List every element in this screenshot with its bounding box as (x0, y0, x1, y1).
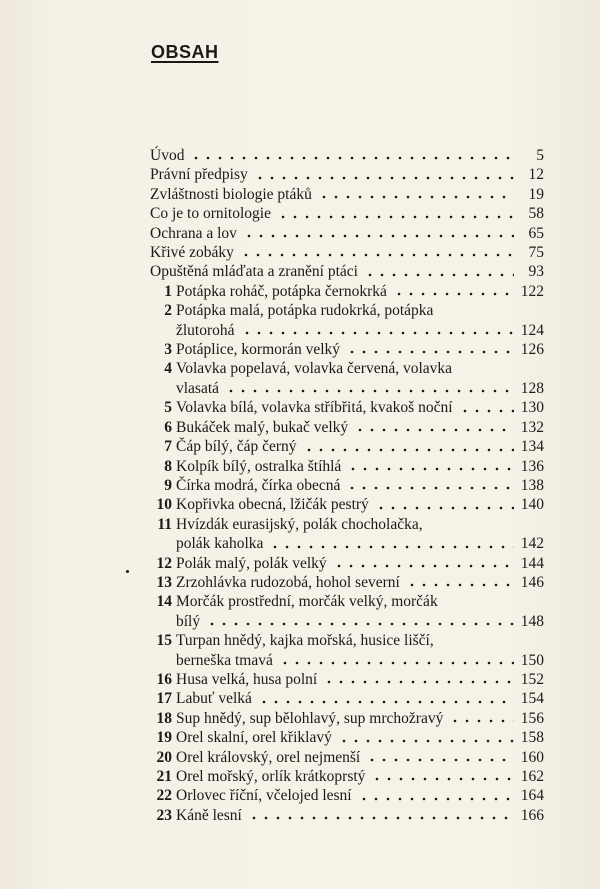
entry-body (176, 476, 544, 495)
dot-leader (354, 426, 514, 434)
entry-body (176, 495, 544, 514)
entry-page-number: 144 (520, 554, 544, 572)
entry-title: Kolpík bílý, ostralka štíhlá (176, 457, 342, 475)
entry-page-number: 126 (520, 341, 544, 359)
dot-leader (206, 620, 514, 628)
entry-number: 8 (164, 457, 172, 475)
dot-leader (254, 174, 514, 182)
entry-body (176, 398, 544, 417)
dot-leader (393, 290, 514, 298)
entry-body (176, 282, 544, 301)
entry-page-number: 65 (528, 224, 544, 242)
entry-page-number: 75 (528, 244, 544, 262)
entry-number: 16 (156, 670, 172, 688)
table-of-contents (150, 146, 544, 825)
entry-page-number: 130 (520, 399, 544, 417)
toc-entry (150, 495, 544, 514)
entry-number: 4 (164, 360, 172, 378)
entry-page-number: 156 (520, 709, 544, 727)
toc-entry (150, 786, 544, 805)
entry-number: 6 (164, 418, 172, 436)
dot-leader (375, 504, 514, 512)
dot-leader (346, 348, 514, 356)
entry-body (176, 612, 544, 631)
toc-entry (150, 301, 544, 320)
entry-title: Úvod (150, 147, 185, 164)
entry-page-number: 162 (520, 768, 544, 785)
dot-leader (371, 775, 514, 783)
entry-title: Káně lesní (176, 806, 242, 824)
dot-leader (333, 562, 514, 570)
entry-body (176, 359, 544, 378)
toc-entry (150, 282, 544, 301)
entry-body (176, 631, 544, 650)
entry-title: Orel mořský, orlík krátkoprstý (176, 768, 366, 785)
entry-title: Zvláštnosti biologie ptáků (150, 185, 312, 203)
entry-page-number: 154 (520, 690, 544, 708)
toc-entry (150, 224, 544, 243)
entry-title: Křivé zobáky (150, 244, 234, 262)
entry-number: 7 (164, 438, 172, 456)
dot-leader (323, 678, 514, 686)
entry-body (176, 786, 544, 805)
entry-body (176, 437, 544, 456)
entry-page-number: 128 (520, 379, 544, 397)
entry-body (150, 224, 544, 243)
entry-title: Potáplice, kormorán velký (176, 341, 340, 359)
entry-page-number: 152 (520, 670, 544, 688)
entry-title: Turpan hnědý, kajka mořská, husice liščí, (176, 632, 434, 650)
dot-leader (190, 154, 514, 162)
entry-body (150, 165, 544, 184)
dot-leader (318, 193, 514, 201)
entry-page-number: 134 (520, 438, 544, 456)
dot-leader (269, 543, 514, 551)
entry-body (176, 592, 544, 611)
entry-number: 2 (164, 302, 172, 320)
toc-entry (150, 340, 544, 359)
toc-entry (150, 476, 544, 495)
entry-number: 9 (164, 476, 172, 494)
entry-body (150, 204, 544, 223)
entry-number: 17 (156, 690, 172, 708)
entry-body (176, 457, 544, 476)
entry-number: 20 (156, 748, 172, 766)
dot-leader (338, 737, 514, 745)
toc-entry (150, 670, 544, 689)
entry-number: 22 (156, 787, 172, 805)
entry-number: 15 (156, 632, 172, 650)
entry-page-number: 142 (520, 535, 544, 553)
entry-page-number: 58 (528, 205, 544, 223)
dot-leader (459, 407, 514, 415)
entry-title: Morčák prostřední, morčák velký, morčák (176, 593, 438, 611)
entry-body (150, 243, 544, 262)
toc-entry (150, 398, 544, 417)
stray-ink-dot (126, 570, 129, 573)
entry-body (176, 418, 544, 437)
toc-entry (150, 146, 544, 165)
entry-body (176, 767, 544, 786)
entry-title: Husa velká, husa polní (176, 670, 318, 688)
toc-entry (150, 631, 544, 650)
entry-page-number: 136 (520, 457, 544, 475)
toc-entry-continuation (150, 534, 544, 553)
entry-body (176, 651, 544, 670)
entry-page-number: 124 (520, 321, 544, 339)
dot-leader (225, 387, 514, 395)
entry-body (176, 728, 544, 747)
entry-body (176, 301, 544, 320)
entry-number: 23 (156, 806, 172, 824)
entry-body (150, 262, 544, 281)
entry-body (176, 709, 544, 728)
toc-entry-continuation (150, 379, 544, 398)
entry-page-number: 148 (520, 612, 544, 630)
dot-leader (240, 251, 514, 259)
entry-body (176, 670, 544, 689)
entry-title: Potápka roháč, potápka černokrká (176, 282, 387, 300)
toc-entry (150, 592, 544, 611)
dot-leader (364, 271, 514, 279)
dot-leader (241, 329, 514, 337)
toc-entry (150, 728, 544, 747)
toc-entry (150, 243, 544, 262)
toc-entry (150, 515, 544, 534)
entry-page-number: 150 (520, 651, 544, 669)
page-title: OBSAH (151, 42, 219, 62)
toc-entry (150, 689, 544, 708)
toc-entry-continuation (150, 321, 544, 340)
entry-page-number: 19 (528, 185, 544, 203)
entry-page-number: 160 (520, 748, 544, 766)
entry-title: Volavka popelavá, volavka červená, volavka (176, 360, 453, 378)
entry-title: Čírka modrá, čírka obecná (176, 476, 341, 494)
toc-entry (150, 437, 544, 456)
entry-page-number: 12 (528, 166, 544, 184)
entry-page-number: 166 (520, 806, 544, 824)
entry-number: 10 (156, 496, 172, 514)
entry-title: Hvízdák eurasijský, polák chocholačka, (176, 515, 423, 533)
dot-leader (406, 581, 514, 589)
entry-title: Orlovec říční, včelojed lesní (176, 787, 352, 805)
entry-title: Kopřivka obecná, lžičák pestrý (176, 496, 369, 514)
entry-body (176, 689, 544, 708)
entry-body (150, 146, 544, 165)
dot-leader (303, 446, 514, 454)
entry-title-continuation: berneška tmavá (176, 651, 273, 669)
entry-body (176, 321, 544, 340)
dot-leader (449, 717, 514, 725)
entry-body (176, 379, 544, 398)
entry-number: 5 (164, 399, 172, 417)
toc-entry-continuation (150, 612, 544, 631)
toc-entry (150, 165, 544, 184)
entry-number: 11 (157, 515, 172, 533)
entry-body (176, 534, 544, 553)
toc-entry (150, 418, 544, 437)
toc-entry-continuation (150, 651, 544, 670)
entry-body (150, 185, 544, 204)
dot-leader (346, 484, 514, 492)
entry-title: Orel skalní, orel křiklavý (176, 729, 332, 747)
entry-page-number: 93 (528, 263, 544, 281)
entry-body (176, 748, 544, 767)
entry-body (176, 554, 544, 573)
entry-title: Právní předpisy (150, 166, 248, 184)
entry-title-continuation: bílý (176, 612, 201, 630)
toc-entry (150, 204, 544, 223)
entry-page-number: 146 (520, 573, 544, 591)
entry-title-continuation: žlutorohá (176, 321, 235, 339)
entry-title: Opuštěná mláďata a zranění ptáci (150, 263, 358, 281)
toc-entry (150, 262, 544, 281)
entry-title: Potápka malá, potápka rudokrká, potápka (176, 302, 434, 320)
entry-page-number: 158 (520, 729, 544, 747)
entry-body (176, 806, 544, 825)
dot-leader (366, 756, 514, 764)
toc-entry (150, 457, 544, 476)
dot-leader (243, 232, 514, 240)
entry-number: 14 (156, 593, 172, 611)
entry-title: Zrzohlávka rudozobá, hohol severní (176, 573, 400, 591)
entry-title: Orel královský, orel nejmenší (176, 748, 361, 766)
entry-number: 19 (156, 729, 172, 747)
entry-number: 12 (156, 554, 172, 572)
dot-leader (279, 659, 514, 667)
toc-entry (150, 767, 544, 786)
entry-title: Co je to ornitologie (150, 205, 271, 223)
toc-entry (150, 709, 544, 728)
entry-title: Bukáček malý, bukač velký (176, 418, 349, 436)
dot-leader (347, 465, 514, 473)
entry-page-number: 5 (536, 147, 544, 164)
dot-leader (358, 795, 514, 803)
entry-title: Volavka bílá, volavka stříbřitá, kvakoš noční (176, 399, 453, 417)
toc-entry (150, 748, 544, 767)
entry-page-number: 138 (520, 476, 544, 494)
entry-page-number: 164 (520, 787, 544, 805)
entry-title: Ochrana a lov (150, 224, 237, 242)
entry-body (176, 573, 544, 592)
entry-page-number: 132 (520, 418, 544, 436)
entry-number: 18 (156, 709, 172, 727)
toc-entry (150, 554, 544, 573)
entry-body (176, 515, 544, 534)
entry-body (176, 340, 544, 359)
dot-leader (248, 814, 514, 822)
entry-title: Čáp bílý, čáp černý (176, 438, 297, 456)
entry-title: Polák malý, polák velký (176, 554, 327, 572)
dot-leader (277, 213, 514, 221)
entry-number: 13 (156, 573, 172, 591)
toc-entry (150, 806, 544, 825)
entry-page-number: 140 (520, 496, 544, 514)
entry-title-continuation: vlasatá (176, 379, 220, 397)
toc-entry (150, 573, 544, 592)
entry-title-continuation: polák kaholka (176, 535, 264, 553)
entry-page-number: 122 (520, 282, 544, 300)
entry-title: Labuť velká (176, 690, 252, 708)
entry-number: 1 (164, 282, 172, 300)
entry-title: Sup hnědý, sup bělohlavý, sup mrchožravý (176, 709, 444, 727)
toc-entry (150, 185, 544, 204)
entry-number: 21 (156, 768, 172, 785)
dot-leader (258, 698, 514, 706)
entry-number: 3 (164, 341, 172, 359)
toc-entry (150, 359, 544, 378)
